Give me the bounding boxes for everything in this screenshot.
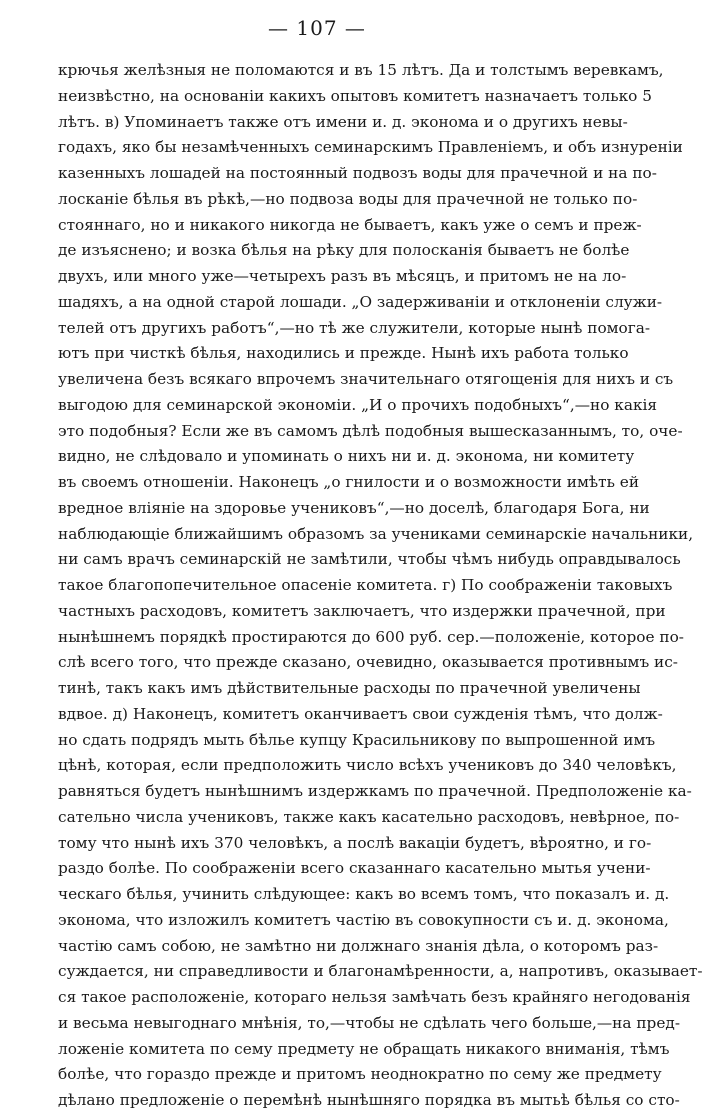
text-line: въ своемъ отношеніи. Наконецъ „о гнилости и о возможности имѣть ей	[58, 473, 640, 491]
text-line: болѣе, что гораздо прежде и притомъ неоднократно по сему же предмету	[58, 1065, 662, 1084]
text-line: раздо болѣе. По соображеніи всего сказаннаго касательно мытья учени-	[58, 859, 651, 878]
text-line: и весьма невыгоднаго мнѣнія, то,—чтобы не сдѣлать чего больше,—на пред-	[58, 1013, 680, 1032]
text-line: ложеніе комитета по сему предмету не обращать никакого вниманія, тѣмъ	[58, 1039, 670, 1058]
text-line: суждается, ни справедливости и благонамѣренности, а, напротивъ, оказывает-	[58, 962, 703, 981]
text-line: ни самъ врачъ семинарскій не замѣтили, чтобы чѣмъ нибудь оправдывалось	[58, 550, 681, 569]
text-line: стояннаго, но и никакого никогда не бываетъ, какъ уже о семъ и преж-	[58, 215, 642, 234]
page-number: — 107 —	[268, 16, 366, 40]
text-line: годахъ, яко бы незамѣченныхъ семинарскимъ Правленіемъ, и объ изнуреніи	[58, 138, 683, 157]
text-line: де изъяснено; и возка бѣлья на рѣку для полосканія бываетъ не болѣе	[58, 241, 630, 260]
text-line: наблюдающіе ближайшимъ образомъ за учениками семинарскіе начальники,	[58, 524, 694, 543]
text-line: шадяхъ, а на одной старой лошади. „О задерживаніи и отклоненіи служи-	[58, 292, 663, 311]
text-line: ческаго бѣлья, учинить слѣдующее: какъ во всемъ томъ, что показалъ и. д.	[58, 885, 670, 903]
text-line: частію самъ собою, не замѣтно ни должнаго знанія дѣла, о которомъ раз-	[58, 936, 659, 955]
text-line: вдвое. д) Наконецъ, комитетъ оканчиваетъ свои сужденія тѣмъ, что долж-	[58, 704, 663, 723]
text-line: слѣ всего того, что прежде сказано, очевидно, оказывается противнымъ ис-	[58, 653, 678, 672]
text-line: ютъ при чисткѣ бѣлья, находились и прежде. Нынѣ ихъ работа только	[58, 344, 629, 363]
text-line: двухъ, или много уже—четырехъ разъ въ мѣсяцъ, и притомъ не на ло-	[58, 267, 627, 285]
text-line: но сдать подрядъ мыть бѣлье купцу Красильникову по выпрошенной имъ	[58, 730, 656, 749]
text-line: ся такое расположеніе, котораго нельзя замѣчать безъ крайняго негодованія	[58, 988, 691, 1006]
text-line: неизвѣстно, на основаніи какихъ опытовъ комитетъ назначаетъ только 5	[58, 86, 652, 105]
text-line: казенныхъ лошадей на постоянный подвозъ воды для прачечной и на по-	[58, 164, 657, 182]
text-line: это подобныя? Если же въ самомъ дѣлѣ подобныя вышесказаннымъ, то, оче-	[58, 421, 683, 440]
text-line: лѣтъ. в) Упоминаетъ также отъ имени и. д. эконома и о другихъ невы-	[58, 112, 628, 131]
text-line: видно, не слѣдовало и упоминать о нихъ ни и. д. эконома, ни комитету	[58, 447, 635, 466]
text-line: вредное вліяніе на здоровье учениковъ“,—но доселѣ, благодаря Бога, ни	[58, 498, 650, 517]
text-line: тинѣ, такъ какъ имъ дѣйствительные расходы по прачечной увеличены	[58, 679, 641, 697]
text-line: частныхъ расходовъ, комитетъ заключаетъ, что издержки прачечной, при	[58, 601, 666, 620]
text-line: выгодою для семинарской экономіи. „И о прочихъ подобныхъ“,—но какія	[58, 395, 658, 414]
text-line: дѣлано предложеніе о перемѣнѣ нынѣшняго порядка въ мытьѣ бѣлья со сто-	[58, 1091, 680, 1109]
text-line: нынѣшнемъ порядкѣ простираются до 600 руб. сер.—положеніе, которое по-	[58, 627, 684, 646]
text-line: крючья желѣзныя не поломаются и въ 15 лѣтъ. Да и толстымъ веревкамъ,	[58, 61, 664, 79]
text-line: сательно числа учениковъ, также какъ касательно расходовъ, невѣрное, по-	[58, 807, 680, 826]
text-line: равняться будетъ нынѣшнимъ издержкамъ по прачечной. Предположеніе ка-	[58, 782, 692, 800]
text-line: увеличена безъ всякаго впрочемъ значительнаго отягощенія для нихъ и съ	[58, 370, 674, 388]
body-text	[58, 58, 703, 1114]
text-line: цѣнѣ, которая, если предположить число всѣхъ учениковъ до 340 человѣкъ,	[58, 756, 677, 775]
text-line: такое благопопечительное опасеніе комитета. г) По соображеніи таковыхъ	[58, 576, 673, 594]
text-line: эконома, что изложилъ комитетъ частію въ совокупности съ и. д. эконома,	[58, 910, 669, 929]
text-line: тому что нынѣ ихъ 370 человѣкъ, а послѣ вакаціи будетъ, вѣроятно, и го-	[58, 833, 652, 852]
text-line: телей отъ другихъ работъ“,—но тѣ же служители, которые нынѣ помога-	[58, 318, 651, 337]
text-line: лосканіе бѣлья въ рѣкѣ,—но подвоза воды для прачечной не только по-	[58, 189, 638, 208]
